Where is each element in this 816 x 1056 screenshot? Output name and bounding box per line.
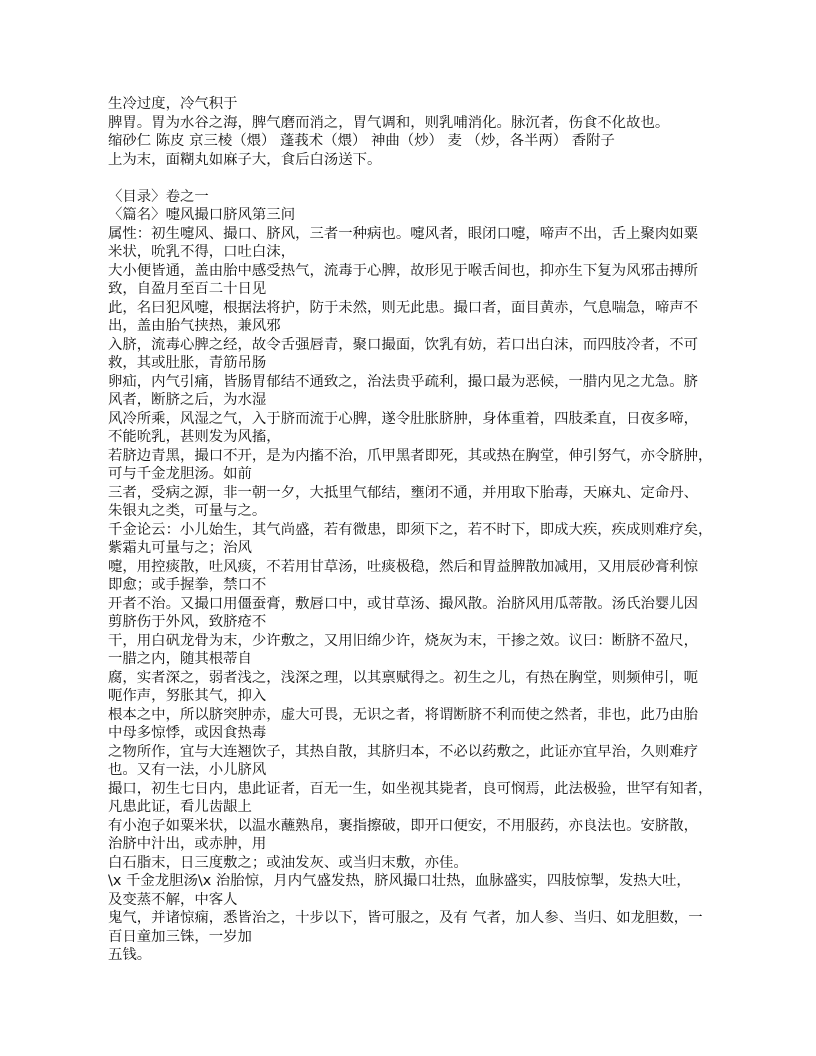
- text-line: 朱银丸之类，可量与之。: [108, 503, 267, 519]
- text-line: 若脐边青黑，撮口不开，是为内搐不治，爪甲黑者即死，其或热在胸堂，伸引努气，亦令脐肿，: [108, 447, 713, 464]
- text-line: 缩砂仁 陈皮 京三棱（煨） 蓬莪术（煨） 神曲（炒） 麦 （炒，各半两） 香附子: [108, 133, 615, 149]
- text-line: 不能吮乳，甚则发为风搐，: [108, 429, 281, 445]
- text-line: 即愈；或手握拳，禁口不: [108, 577, 267, 593]
- paragraph: [108, 206, 728, 225]
- paragraph: [108, 706, 728, 743]
- text-line: 紫霜丸可量与之；治风: [108, 540, 252, 556]
- text-line: 呃作声，努胀其气，抑入: [108, 688, 267, 704]
- text-line: 凡患此证，看儿齿龈上: [108, 799, 252, 815]
- paragraph: [108, 95, 728, 114]
- text-line: 鬼气，并诸惊痫，悉皆治之，十步以下，皆可服之，及有 气者，加人参、当归、如龙胆数，一: [108, 910, 703, 926]
- blank-line: [108, 169, 728, 188]
- text-line: 大小便皆通，盖由胎中感受热气，流毒于心脾，故形见于喉舌间也，抑亦生下复为风邪击搏所: [108, 262, 699, 279]
- text-line: 干，用白矾龙骨为末，少许敷之，又用旧绵少许，烧灰为末，干掺之效。议曰：断脐不盈尺，: [108, 632, 699, 649]
- text-line: 五钱。: [108, 947, 152, 963]
- text-line: 三者，受病之源，非一朝一夕，大抵里气郁结，壅闭不通，并用取下胎毒，天麻丸、定命丹、: [108, 484, 699, 501]
- paragraph: [108, 595, 728, 632]
- text-line: 嚏，用控痰散，吐风痰，不若用甘草汤，吐痰极稳，然后和胃益脾散加减用，又用辰砂膏利惊: [108, 558, 699, 575]
- text-line: 及变蒸不解，中客人: [108, 891, 238, 908]
- text-line: 风者，断脐之后，为水湿: [108, 392, 267, 408]
- paragraph: [108, 909, 728, 946]
- text-line: 脾胃。胃为水谷之海，脾气磨而消之，胃气调和，则乳哺消化。脉沉者，伤食不化故也。: [108, 114, 670, 131]
- paragraph: [108, 225, 728, 262]
- text-line: 入脐，流毒心脾之经，故令舌强唇青，聚口撮面，饮乳有妨，若口出白沫，而四肢冷者，不可: [108, 336, 699, 353]
- paragraph: [108, 132, 728, 151]
- text-line: 此，名曰犯风嚏，根据法将护，防于未然，则无此患。撮口者，面目黄赤，气息喘急，啼声不: [108, 299, 699, 316]
- paragraph: [108, 188, 728, 207]
- text-line: 出，盖由胎气挟热，兼风邪: [108, 318, 281, 334]
- paragraph: [108, 262, 728, 299]
- text-line: 千金论云：小儿始生，其气尚盛，若有微患，即须下之，若不时下，即成大疾，疾成则难疗矣，: [108, 521, 713, 538]
- paragraph: [108, 114, 728, 133]
- paragraph: [108, 743, 728, 780]
- text-line: 撮口，初生七日内，患此证者，百无一生，如坐视其毙者，良可悯焉，此法极验，世罕有知者，: [108, 780, 713, 797]
- paragraph: [108, 632, 728, 669]
- paragraph: [108, 484, 728, 521]
- text-line: 有小泡子如粟米状，以温水蘸熟帛，裹指擦破，即开口便安，不用服药，亦良法也。安脐散，: [108, 817, 699, 834]
- text-line: 之物所作，宜与大连翘饮子，其热自散，其脐归本，不必以药敷之，此证亦宜早治，久则难疗: [108, 743, 699, 760]
- text-line: 生冷过度，冷气积于: [108, 96, 238, 112]
- paragraph: [108, 817, 728, 854]
- text-line: 腐，实者深之，弱者浅之，浅深之理，以其禀赋得之。初生之儿，有热在胸堂，则频伸引，呃: [108, 669, 699, 686]
- paragraph: [108, 336, 728, 373]
- text-line: 米状，吮乳不得，口吐白沫，: [108, 244, 296, 260]
- paragraph: [108, 299, 728, 336]
- text-line: 〈目录〉卷之一: [108, 188, 209, 205]
- text-line: \x 千金龙胆汤\x 治胎惊，月内气盛发热，脐风撮口壮热，血脉盛实，四肢惊掣，发热大吐，: [108, 873, 691, 889]
- paragraph: [108, 872, 728, 909]
- text-line: 可与千金龙胆汤。如前: [108, 466, 252, 482]
- text-line: 开者不治。又撮口用僵蚕膏，敷唇口中，或甘草汤、撮风散。治脐风用瓜蒂散。汤氏治婴儿因: [108, 595, 699, 612]
- document-body: [108, 95, 728, 965]
- text-line: 百日童加三铢，一岁加: [108, 928, 252, 945]
- paragraph: [108, 447, 728, 484]
- paragraph: [108, 521, 728, 558]
- paragraph: [108, 410, 728, 447]
- paragraph: [108, 780, 728, 817]
- text-line: 也。又有一法，小儿脐风: [108, 762, 267, 778]
- paragraph: [108, 669, 728, 706]
- paragraph: [108, 854, 728, 873]
- text-line: 治脐中汁出，或赤肿，用: [108, 836, 267, 852]
- text-line: 〈篇名〉嚏风撮口脐风第三问: [108, 207, 296, 223]
- text-line: 上为末，面糊丸如麻子大，食后白汤送下。: [108, 151, 382, 168]
- paragraph: [108, 151, 728, 170]
- text-line: 白石脂末，日三度敷之；或油发灰、或当归末敷，亦佳。: [108, 854, 468, 871]
- text-line: 卵疝，内气引痛，皆肠胃郁结不通致之，治法贵乎疏利，撮口最为恶候，一腊内见之尤急。脐: [108, 373, 699, 390]
- paragraph: [108, 946, 728, 965]
- text-line: 一腊之内，随其根蒂自: [108, 651, 252, 667]
- text-line: 根本之中，所以脐突肿赤，虚大可畏，无识之者，将谓断脐不利而使之然者，非也，此乃由胎: [108, 706, 699, 723]
- text-line: 剪脐伤于外风，致脐疮不: [108, 614, 267, 630]
- paragraph: [108, 558, 728, 595]
- text-line: 致，自盈月至百二十日见: [108, 281, 267, 297]
- paragraph: [108, 373, 728, 410]
- text-line: 属性：初生嚏风、撮口、脐风，三者一种病也。嚏风者，眼闭口嚏，啼声不出，舌上聚肉如粟: [108, 225, 699, 242]
- text-line: 中母多惊悸，或因食热毒: [108, 725, 267, 741]
- text-line: 风冷所乘，风湿之气，入于脐而流于心脾，遂令肚胀脐肿，身体重着，四肢柔直，日夜多啼，: [108, 410, 699, 427]
- text-line: 救，其或肚胀，青筋吊肠: [108, 355, 267, 371]
